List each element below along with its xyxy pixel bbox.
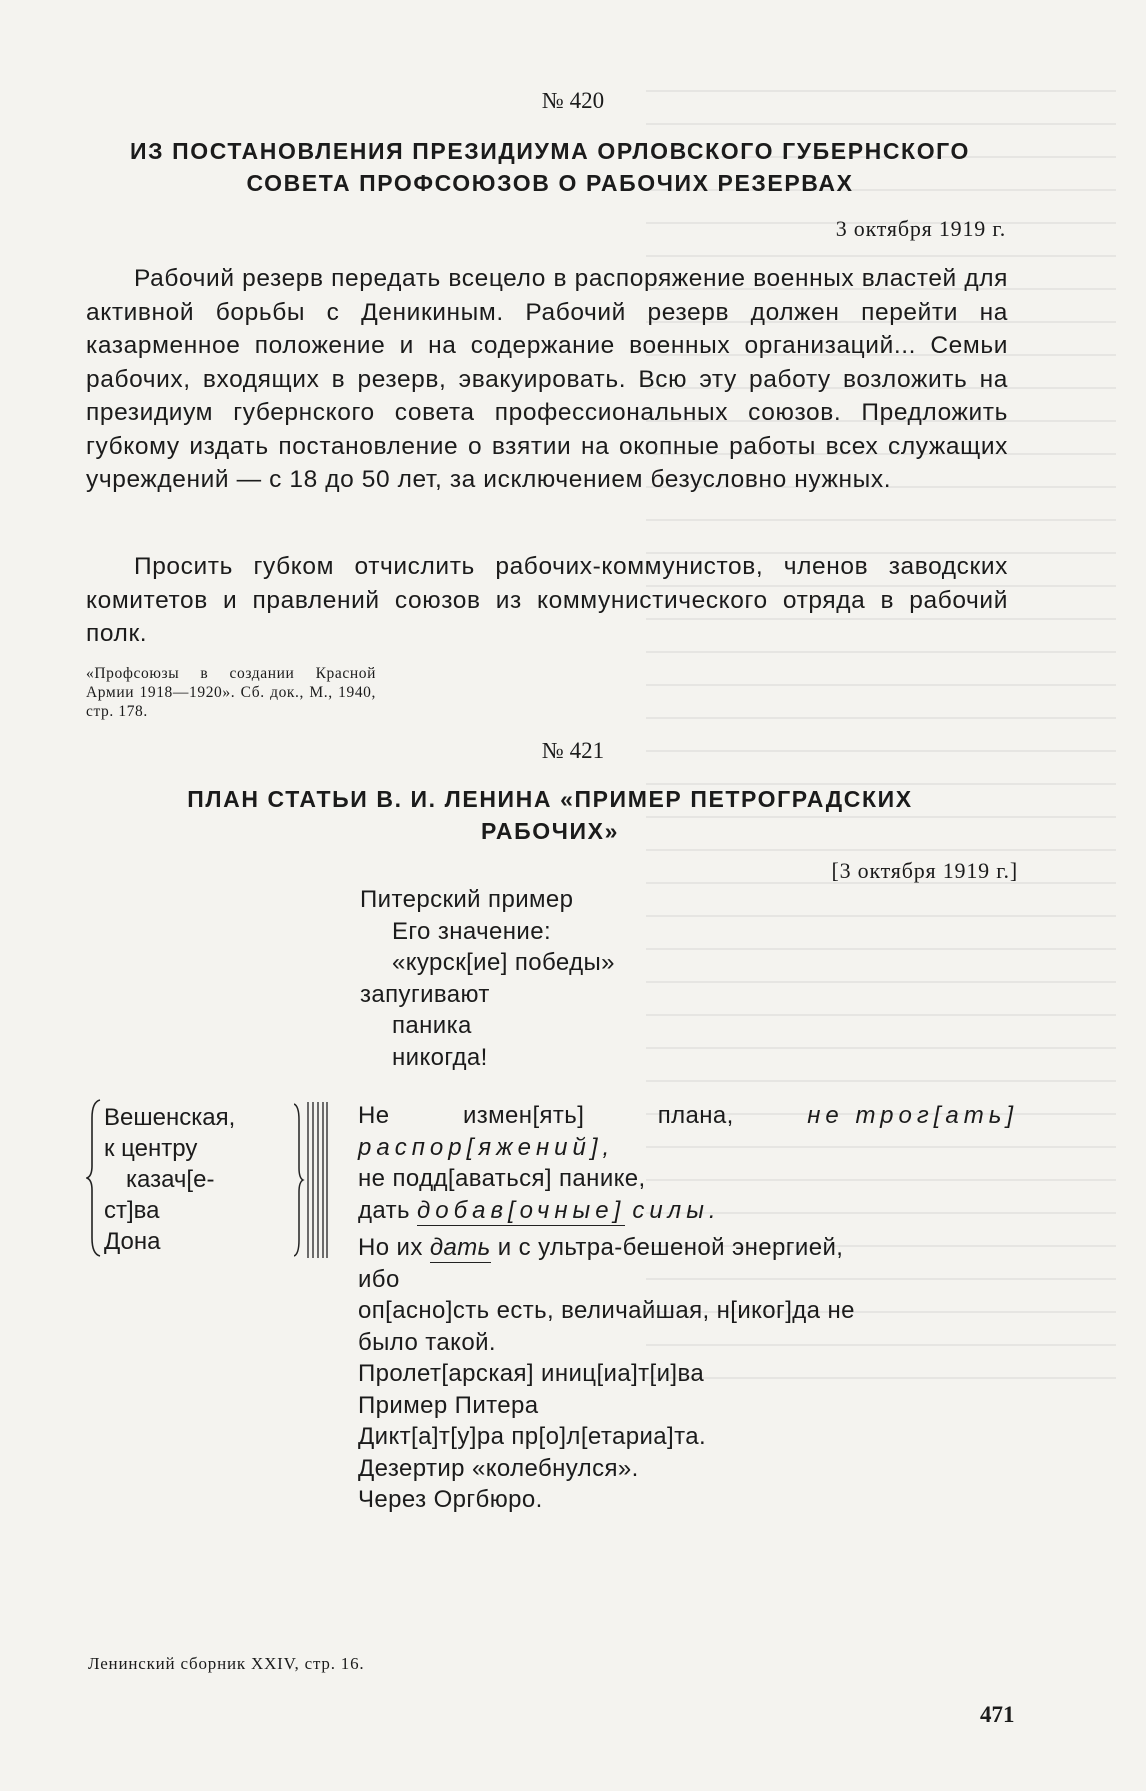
main-text-fragment: силы.	[632, 1196, 721, 1224]
main-line	[358, 1195, 1018, 1227]
main-text-fragment: Но их	[358, 1234, 423, 1261]
outline-line: Его значение:	[392, 917, 552, 945]
margin-note	[104, 1102, 235, 1257]
main-text-fragment: дать	[429, 1234, 491, 1261]
doc-421-main-text	[358, 1100, 1018, 1516]
main-line	[358, 1232, 1018, 1264]
main-line: распор[яжений],	[358, 1133, 615, 1161]
main-text-fragment: добав[очные]	[417, 1196, 626, 1224]
doc-421-number: № 421	[541, 738, 605, 763]
margin-note-line: к центру	[104, 1135, 198, 1162]
doc-421-title-line1: ПЛАН СТАТЬИ В. И. ЛЕНИНА «ПРИМЕР ПЕТРОГРАДСКИХ	[187, 786, 913, 812]
doc-420-paragraph-1: Рабочий резерв передать всецело в распоряжение военных властей для активной борьбы с Деникиным. Рабочий резерв должен перейти на казарменное положение и на содержание военных организаций... Семьи рабочих, входящих в резерв, эвакуировать. Всю эту работу возложить на президиум губернского совета профессиональных союзов. Предложить губкому издать постановление о взятии на окопные работы всех служащих учреждений — с 18 до 50 лет, за исключением безусловно нужных.	[86, 265, 1008, 493]
main-line: Через Оргбюро.	[358, 1486, 543, 1513]
main-text-fragment: Не	[358, 1102, 390, 1129]
margin-note-line: Вешенская,	[104, 1104, 236, 1131]
doc-421-title-line2: РАБОЧИХ»	[481, 818, 619, 844]
left-brace-icon	[86, 1098, 102, 1258]
doc-420-title-line2: СОВЕТА ПРОФСОЮЗОВ О РАБОЧИХ РЕЗЕРВАХ	[246, 170, 854, 196]
page-number: 471	[980, 1702, 1015, 1727]
margin-note-line: ст]ва	[104, 1197, 160, 1224]
main-line: оп[асно]сть есть, величайшая, н[иког]да не	[358, 1297, 855, 1324]
vertical-rules-icon	[294, 1100, 328, 1260]
outline-line: запугивают	[360, 980, 490, 1008]
main-text-fragment: плана,	[657, 1102, 734, 1129]
main-line: Пример Питера	[358, 1391, 539, 1419]
outline-line: никогда!	[392, 1043, 488, 1071]
doc-420-source: «Профсоюзы в создании Красной Армии 1918—1920». Сб. док., М., 1940, стр. 178.	[86, 665, 376, 720]
doc-420-number: № 420	[541, 88, 605, 113]
main-line: ибо	[358, 1265, 400, 1293]
main-line: Дезертир «колебнулся».	[358, 1454, 639, 1482]
main-line: Дикт[а]т[у]ра пр[о]л[етариа]та.	[358, 1423, 707, 1450]
main-line: было такой.	[358, 1328, 496, 1356]
main-line	[358, 1100, 1018, 1132]
main-text-fragment: дать	[358, 1196, 410, 1224]
doc-421-source: Ленинский сборник XXIV, стр. 16.	[88, 1654, 365, 1673]
doc-420-paragraph-2: Просить губком отчислить рабочих-коммунистов, членов заводских комитетов и правлений союзов из коммунистического отряда в рабочий полк.	[86, 553, 1008, 647]
outline-line: Питерский пример	[360, 886, 574, 913]
outline-line: «курск[ие] победы»	[392, 949, 615, 976]
margin-note-line: казач[е-	[126, 1166, 215, 1193]
margin-note-line: Дона	[104, 1228, 161, 1255]
main-line: Пролет[арская] иниц[иа]т[и]ва	[358, 1360, 705, 1387]
main-line: не подд[аваться] панике,	[358, 1165, 646, 1192]
doc-420-title-line1: ИЗ ПОСТАНОВЛЕНИЯ ПРЕЗИДИУМА ОРЛОВСКОГО ГУБЕРНСКОГО	[129, 138, 971, 164]
doc-420-date: 3 октября 1919 г.	[835, 216, 1006, 241]
outline-line: паника	[392, 1012, 472, 1039]
main-text-fragment: измен[ять]	[462, 1102, 585, 1129]
doc-421-date: [3 октября 1919 г.]	[831, 858, 1018, 883]
main-text-fragment: не трог[ать]	[807, 1102, 1018, 1129]
doc-421-outline	[360, 884, 615, 1073]
main-text-fragment: и с ультра-бешеной энергией,	[497, 1234, 844, 1261]
